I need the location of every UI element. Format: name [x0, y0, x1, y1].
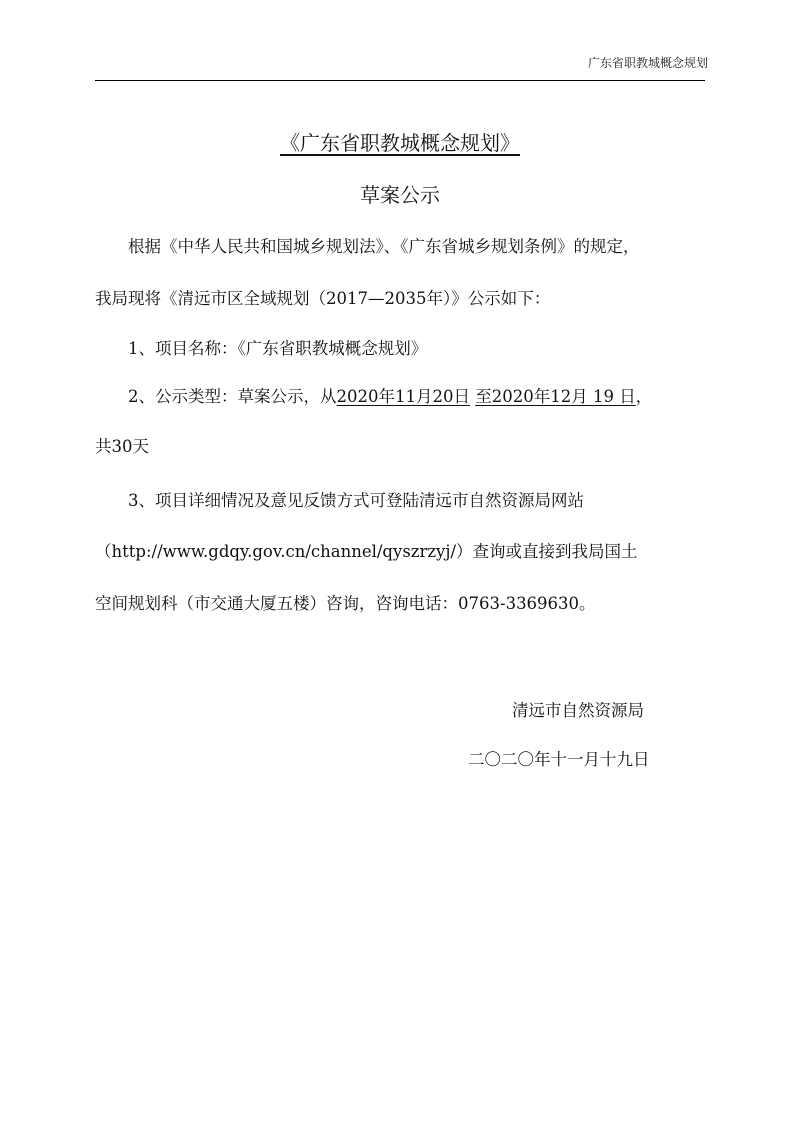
document-title-text: 《广东省职教城概念规划》	[280, 131, 520, 155]
end-date: 2020年12月 19 日	[491, 387, 636, 406]
start-date: 2020年11月20日	[336, 387, 470, 406]
item2-middle: 至	[475, 387, 492, 406]
item-details-line-2: （http://www.gdqy.gov.cn/channel/qyszrzyj/）查询或直接到我局国土	[95, 542, 638, 561]
item-publicity-duration: 共30天	[95, 437, 149, 456]
running-header: 广东省职教城概念规划	[587, 56, 708, 70]
item-project-name: 1、项目名称：《广东省职教城概念规划》	[128, 339, 428, 358]
item2-prefix: 2、公示类型：草案公示，从	[128, 387, 337, 406]
intro-paragraph-line-2: 我局现将《清远市区全域规划（2017—2035年）》公示如下：	[95, 289, 551, 308]
item-details-line-1: 3、项目详细情况及意见反馈方式可登陆清远市自然资源局网站	[128, 491, 584, 510]
intro-paragraph-line-1: 根据《中华人民共和国城乡规划法》、《广东省城乡规划条例》的规定，	[128, 237, 640, 256]
item-details-line-3: 空间规划科（市交通大厦五楼）咨询，咨询电话：0763-3369630。	[95, 594, 596, 613]
item-publicity-period	[128, 385, 738, 409]
document-title	[0, 127, 800, 156]
signature-date: 二〇二〇年十一月十九日	[468, 750, 650, 769]
document-subtitle: 草案公示	[360, 183, 440, 207]
signature-organization: 清远市自然资源局	[512, 701, 644, 720]
header-rule	[95, 80, 705, 81]
item2-suffix: ，	[635, 387, 653, 406]
